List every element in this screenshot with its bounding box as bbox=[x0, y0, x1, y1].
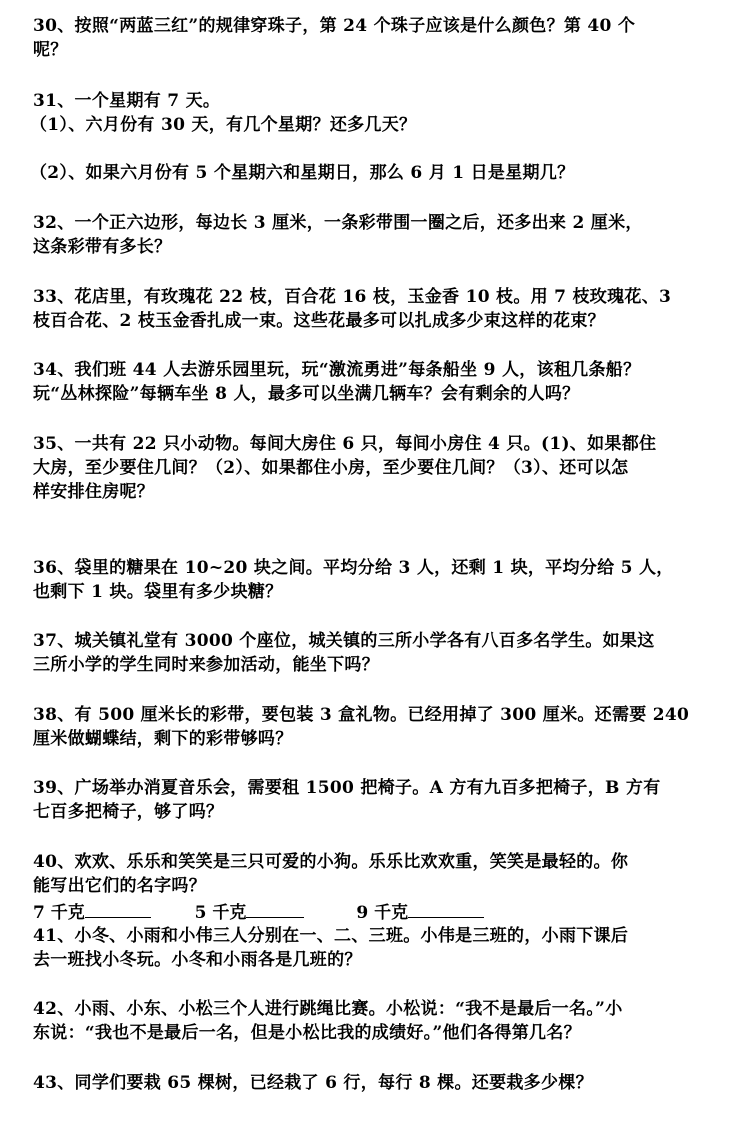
q38-line-2: 厘米做蝴蝶结，剩下的彩带够吗？ bbox=[33, 729, 293, 749]
q43-line-1: 43、同学们要栽 65 棵树，已经栽了 6 行，每行 8 棵。还要栽多少棵？ bbox=[33, 1073, 593, 1093]
answer-blank-3[interactable] bbox=[408, 900, 484, 918]
q40-line-2: 能写出它们的名字吗？ bbox=[33, 876, 206, 896]
q34-line-1: 34、我们班 44 人去游乐园里玩，玩“激流勇进”每条船坐 9 人，该租几条船？ bbox=[33, 360, 641, 380]
q31-part2: （2）、如果六月份有 5 个星期六和星期日，那么 6 月 1 日是星期几？ bbox=[30, 163, 575, 183]
q39-line-1: 39、广场举办消夏音乐会，需要租 1500 把椅子。A 方有九百多把椅子，B 方有 bbox=[33, 778, 661, 798]
q33-line-2: 枝百合花、2 枝玉金香扎成一束。这些花最多可以扎成多少束这样的花束？ bbox=[33, 311, 605, 331]
q36-line-2: 也剩下 1 块。袋里有多少块糖？ bbox=[33, 582, 283, 602]
q32-line-2: 这条彩带有多长？ bbox=[33, 237, 172, 257]
answer-slot-3 bbox=[356, 900, 484, 925]
q33-line-1: 33、花店里，有玫瑰花 22 枝，百合花 16 枝，玉金香 10 枝。用 7 枝玫瑰花、3 bbox=[33, 287, 672, 307]
q38-line-1: 38、有 500 厘米长的彩带，要包装 3 盒礼物。已经用掉了 300 厘米。还需要 240 bbox=[33, 705, 690, 725]
q42-line-1: 42、小雨、小东、小松三个人进行跳绳比赛。小松说：“我不是最后一名。”小 bbox=[33, 999, 623, 1019]
answer-label-2: 5 千克 bbox=[194, 903, 247, 923]
q32-line-1: 32、一个正六边形，每边长 3 厘米，一条彩带围一圈之后，还多出来 2 厘米， bbox=[33, 213, 643, 233]
q40-line-1: 40、欢欢、乐乐和笑笑是三只可爱的小狗。乐乐比欢欢重，笑笑是最轻的。你 bbox=[33, 852, 629, 872]
q39-line-2: 七百多把椅子，够了吗？ bbox=[33, 802, 224, 822]
q35-line-1: 35、一共有 22 只小动物。每间大房住 6 只，每间小房住 4 只。(1)、如果都住 bbox=[33, 434, 657, 454]
q41-line-1: 41、小冬、小雨和小伟三人分别在一、二、三班。小伟是三班的，小雨下课后 bbox=[33, 926, 629, 946]
answer-blank-2[interactable] bbox=[246, 900, 304, 918]
q30-line-1: 30、按照“两蓝三红”的规律穿珠子，第 24 个珠子应该是什么颜色？第 40 个 bbox=[33, 16, 636, 36]
q37-line-1: 37、城关镇礼堂有 3000 个座位，城关镇的三所小学各有八百多名学生。如果这 bbox=[33, 631, 655, 651]
q31-line-1: 31、一个星期有 7 天。 bbox=[33, 91, 221, 111]
q35-line-2: 大房，至少要住几间？（2）、如果都住小房，至少要住几间？（3）、还可以怎 bbox=[33, 458, 629, 478]
q40-answer-row bbox=[33, 900, 484, 925]
answer-slot-2 bbox=[195, 900, 305, 925]
q36-line-1: 36、袋里的糖果在 10~20 块之间。平均分给 3 人，还剩 1 块，平均分给 5 人， bbox=[33, 558, 674, 578]
q31-part1: （1）、六月份有 30 天，有几个星期？还多几天？ bbox=[30, 115, 417, 135]
answer-label-1: 7 千克 bbox=[33, 903, 85, 923]
q30-line-2: 呢？ bbox=[33, 40, 68, 60]
q41-line-2: 去一班找小冬玩。小冬和小雨各是几班的？ bbox=[33, 950, 362, 970]
q37-line-2: 三所小学的学生同时来参加活动，能坐下吗？ bbox=[33, 655, 379, 675]
q42-line-2: 东说：“我也不是最后一名，但是小松比我的成绩好。”他们各得第几名？ bbox=[33, 1023, 581, 1043]
q35-line-3: 样安排住房呢？ bbox=[33, 482, 155, 502]
q34-line-2: 玩“丛林探险”每辆车坐 8 人，最多可以坐满几辆车？会有剩余的人吗？ bbox=[33, 384, 580, 404]
answer-slot-1 bbox=[33, 900, 151, 925]
answer-label-3: 9 千克 bbox=[356, 903, 409, 923]
answer-blank-1[interactable] bbox=[85, 900, 151, 918]
